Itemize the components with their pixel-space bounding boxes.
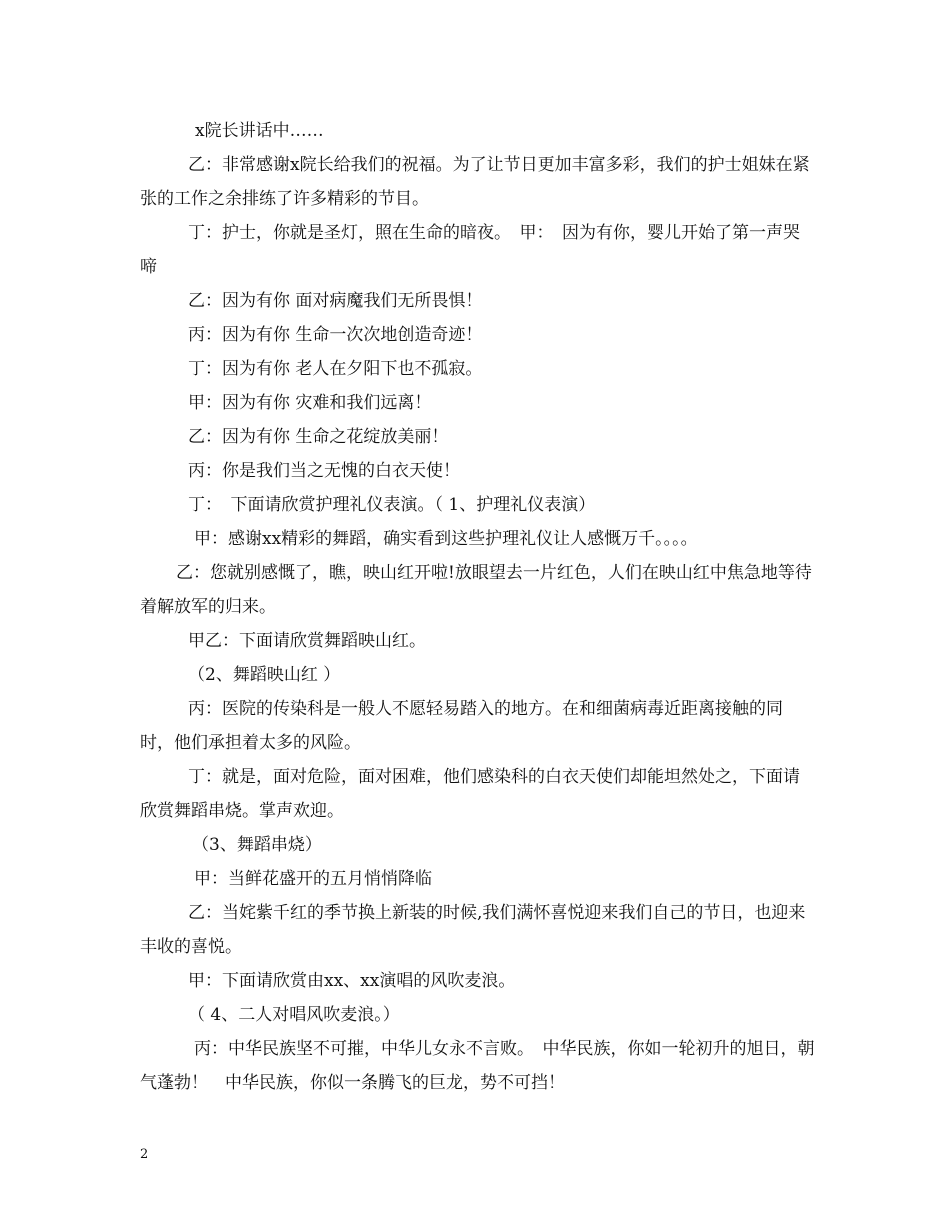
paragraph: 丙：中华民族坚不可摧，中华儿女永不言败。 中华民族，你如一轮初升的旭日，朝气蓬勃！ 中华民族，你似一条腾飞的巨龙，势不可挡！ xyxy=(140,1039,815,1093)
paragraph: 甲乙：下面请欣赏舞蹈映山红。 xyxy=(188,631,426,651)
paragraph: 丙：因为有你 生命一次次地创造奇迹！ xyxy=(188,325,483,345)
paragraph: x院长讲话中…… xyxy=(195,121,324,141)
paragraph: 甲：下面请欣赏由xx、xx演唱的风吹麦浪。 xyxy=(188,971,516,991)
paragraph: 丁：护士，你就是圣灯，照在生命的暗夜。 甲： 因为有你，婴儿开始了第一声哭啼 xyxy=(140,223,800,277)
paragraph: 甲：当鲜花盛开的五月悄悄降临 xyxy=(194,869,432,889)
paragraph: 丙：医院的传染科是一般人不愿轻易踏入的地方。在和细菌病毒近距离接触的同时，他们承担着太多的风险。 xyxy=(140,699,783,753)
paragraph: 乙：当姹紫千红的季节换上新装的时候,我们满怀喜悦迎来我们自己的节日，也迎来丰收的喜悦。 xyxy=(140,903,806,957)
paragraph: 甲：感谢xx精彩的舞蹈，确实看到这些护理礼仪让人感慨万千。。。。 xyxy=(194,529,698,549)
paragraph: 丙：你是我们当之无愧的白衣天使！ xyxy=(188,461,460,481)
paragraph: 丁：就是，面对危险，面对困难，他们感染科的白衣天使们却能坦然处之，下面请欣赏舞蹈串烧。掌声欢迎。 xyxy=(140,767,800,821)
paragraph: 乙：非常感谢x院长给我们的祝福。为了让节日更加丰富多彩，我们的护士姐妹在紧张的工作之余排练了许多精彩的节目。 xyxy=(140,155,810,209)
paragraph: （3、舞蹈串烧） xyxy=(192,835,322,855)
paragraph: （2、舞蹈映山红 ） xyxy=(188,665,341,685)
paragraph: 甲：因为有你 灾难和我们远离！ xyxy=(188,393,432,413)
paragraph: 乙：因为有你 生命之花绽放美丽！ xyxy=(188,427,449,447)
page-number: 2 xyxy=(140,1147,149,1162)
paragraph: 丁：因为有你 老人在夕阳下也不孤寂。 xyxy=(188,359,483,379)
paragraph: 乙：因为有你 面对病魔我们无所畏惧！ xyxy=(188,291,483,311)
paragraph: 丁： 下面请欣赏护理礼仪表演。（ 1、护理礼仪表演） xyxy=(188,495,596,515)
paragraph: （ 4、二人对唱风吹麦浪。） xyxy=(188,1005,400,1025)
paragraph: 乙：您就别感慨了，瞧，映山红开啦!放眼望去一片红色，人们在映山红中焦急地等待着解放军的归来。 xyxy=(140,563,812,617)
document-body xyxy=(140,114,815,1100)
